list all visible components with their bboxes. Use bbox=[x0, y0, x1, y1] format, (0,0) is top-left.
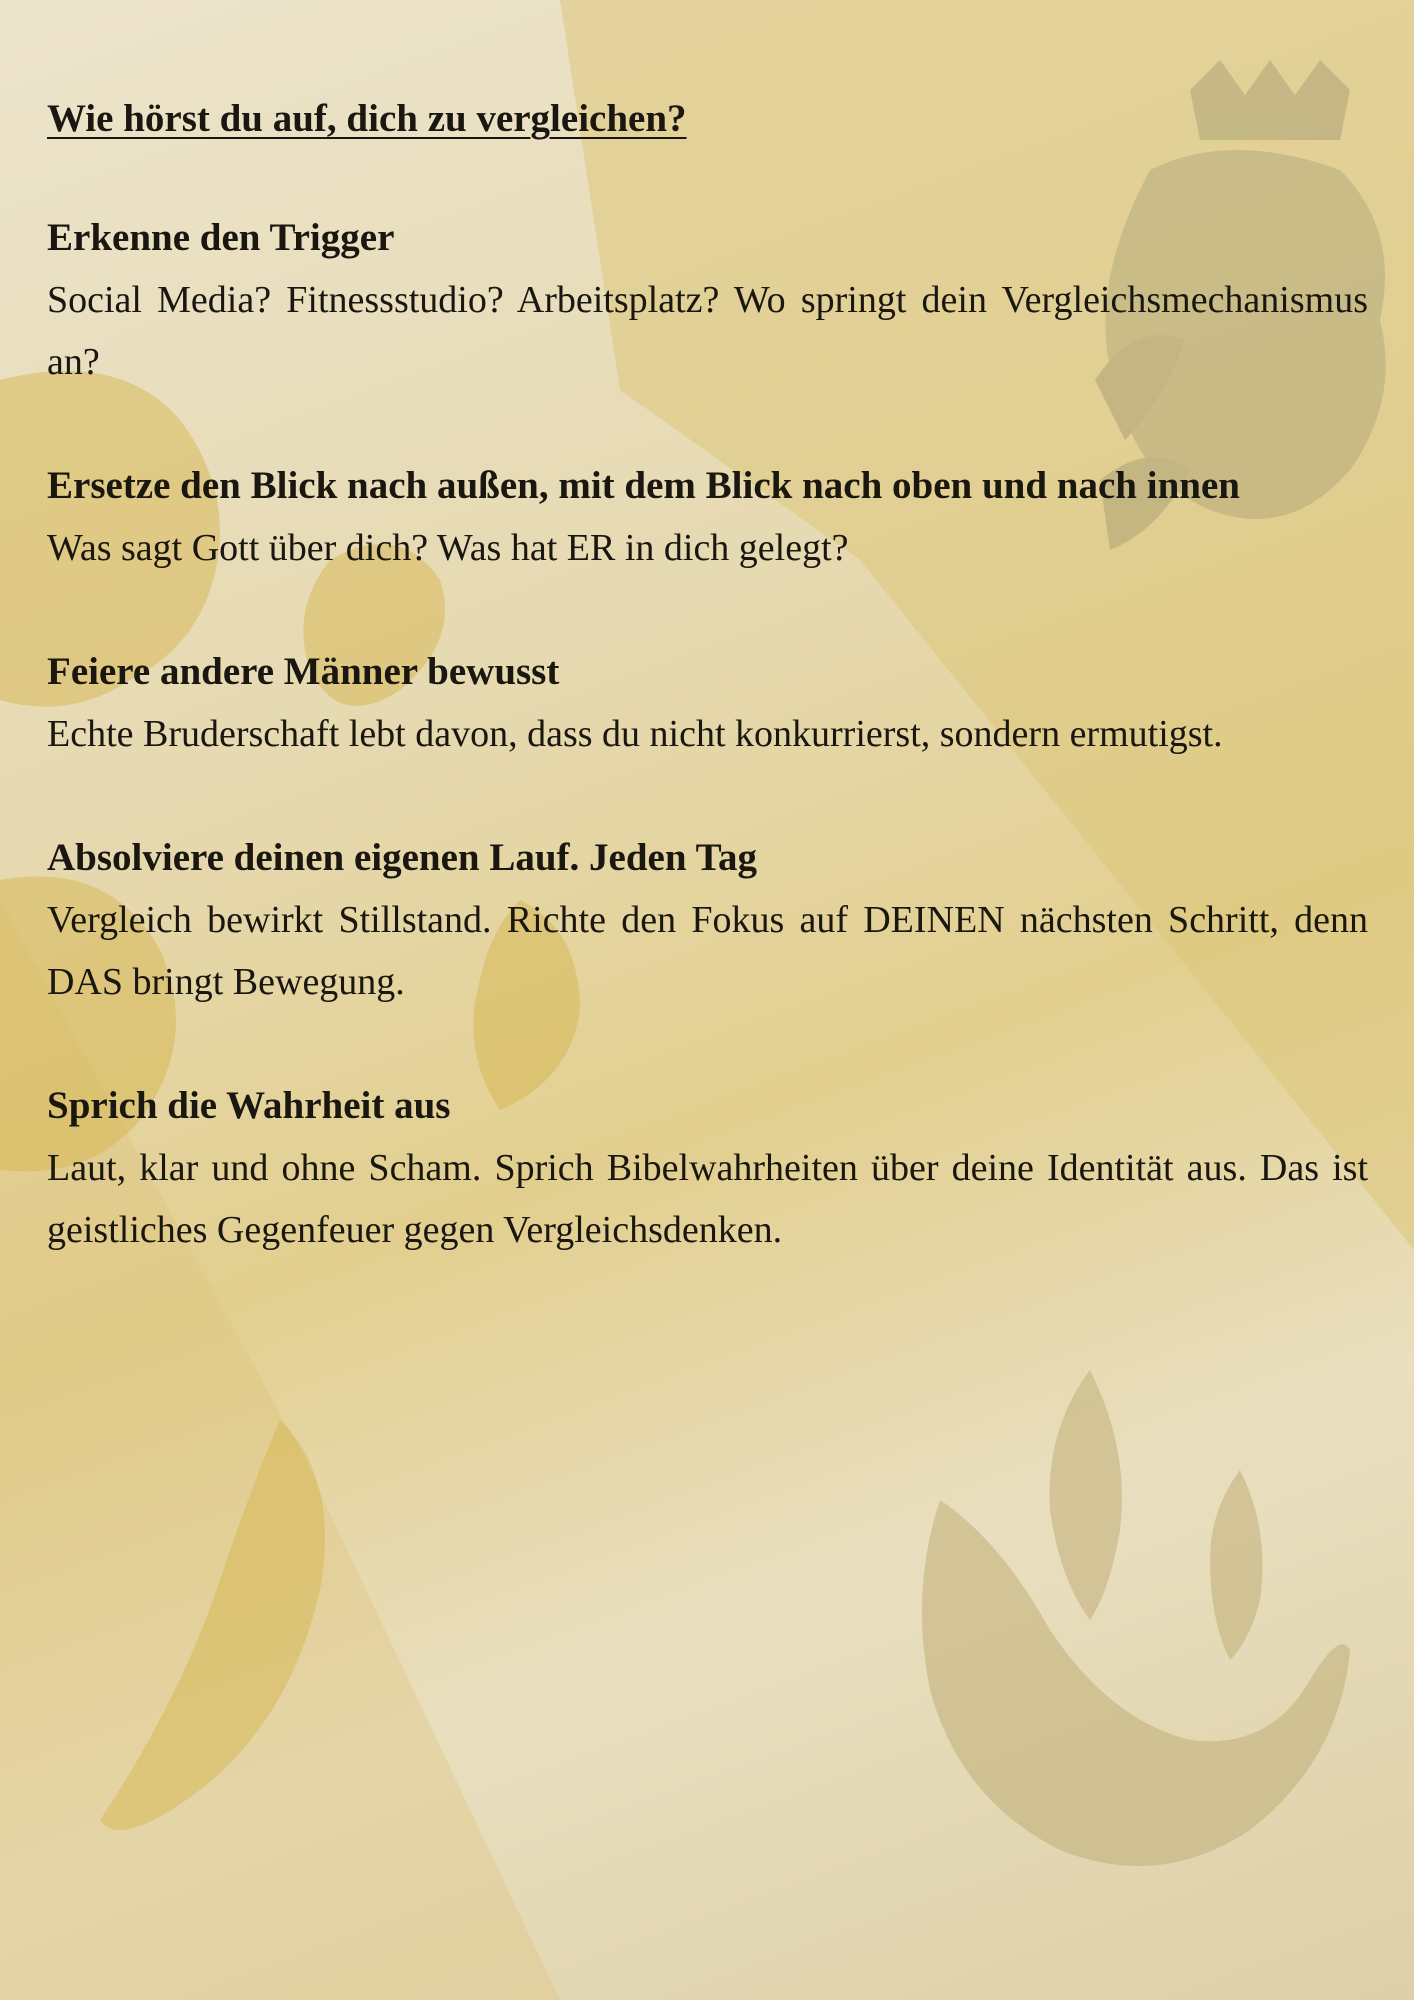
section-heading: Ersetze den Blick nach außen, mit dem Blick nach oben und nach innen bbox=[47, 463, 1240, 507]
section-wahrheit bbox=[47, 1075, 1368, 1261]
section-lauf bbox=[47, 827, 1368, 1013]
dove-flame-icon bbox=[922, 1370, 1350, 1866]
section-trigger bbox=[47, 207, 1368, 393]
section-heading: Erkenne den Trigger bbox=[47, 215, 395, 259]
section-blick bbox=[47, 455, 1368, 579]
section-heading: Absolviere deinen eigenen Lauf. Jeden Tag bbox=[47, 835, 758, 879]
section-body: Laut, klar und ohne Scham. Sprich Bibelwahrheiten über deine Identität aus. Das ist geistliches Gegenfeuer gegen Vergleichsdenken. bbox=[47, 1146, 1368, 1251]
section-body: Was sagt Gott über dich? Was hat ER in dich gelegt? bbox=[47, 526, 849, 569]
section-body: Echte Bruderschaft lebt davon, dass du nicht konkurrierst, sondern ermutigst. bbox=[47, 712, 1223, 755]
section-heading: Feiere andere Männer bewusst bbox=[47, 649, 560, 693]
section-body: Social Media? Fitnessstudio? Arbeitsplatz? Wo springt dein Vergleichsmechanismus an? bbox=[47, 278, 1368, 383]
section-body: Vergleich bewirkt Stillstand. Richte den Fokus auf DEINEN nächsten Schritt, denn DAS bringt Bewegung. bbox=[47, 898, 1368, 1003]
section-heading: Sprich die Wahrheit aus bbox=[47, 1083, 451, 1127]
page-title: Wie hörst du auf, dich zu vergleichen? bbox=[47, 97, 687, 140]
document-page bbox=[47, 92, 1368, 1323]
section-feiere bbox=[47, 641, 1368, 765]
